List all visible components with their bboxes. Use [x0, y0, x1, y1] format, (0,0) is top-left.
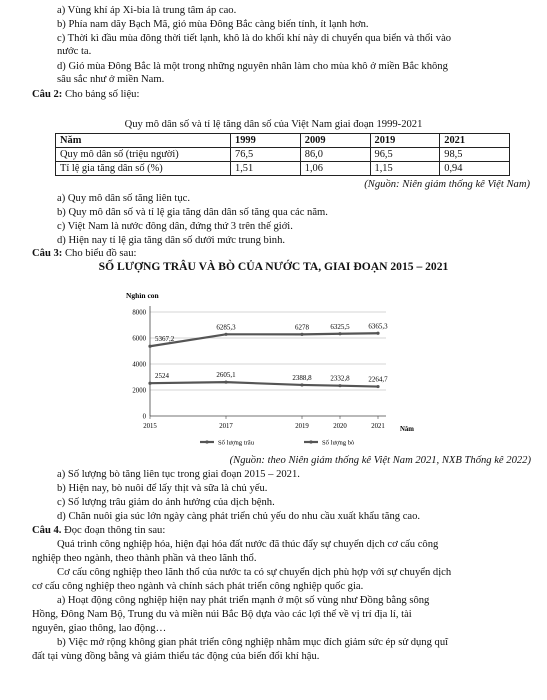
data-label: 6365,3: [368, 322, 388, 331]
q4-option-b-line2: đất tại vùng đồng bằng và giảm thiểu tác động của biến đổi khí hậu.: [32, 651, 320, 662]
q1-option-a: a) Vùng khí áp Xi-bia là trung tâm áp cao.: [57, 5, 237, 16]
q4-option-a-line3: nguyên, giao thông, lao động…: [32, 623, 167, 634]
q3-intro: Cho biểu đồ sau:: [62, 248, 137, 259]
data-point: [224, 381, 227, 384]
table-header-row: [56, 134, 510, 148]
legend-label: Số lượng trâu: [218, 439, 254, 447]
chart-grid: [150, 312, 386, 390]
x-tick-label: 2021: [371, 423, 385, 430]
q2-option-b: b) Quy mô dân số và tỉ lệ gia tăng dân dân số tăng qua các năm.: [57, 207, 328, 218]
table-header-cell: Năm: [56, 134, 231, 148]
data-point: [338, 332, 341, 335]
data-label: 2388,8: [292, 373, 312, 382]
table-cell: 0,94: [440, 162, 510, 176]
data-point: [300, 333, 303, 336]
data-label: 2524: [155, 372, 169, 381]
q4-option-b-line1: b) Việc mở rộng không gian phát triển công nghiệp nhằm mục đích giảm sức ép sử dụng quĩ: [57, 637, 449, 648]
data-point: [224, 333, 227, 336]
q1-option-c-line2: nước ta.: [57, 46, 92, 57]
table-row: [56, 162, 510, 176]
data-label: 6325,5: [330, 322, 350, 331]
q3-chart-source: (Nguồn: theo Niên giám thống kê Việt Nam 2021, NXB Thống kê 2022): [229, 455, 531, 466]
chart-title: SỐ LƯỢNG TRÂU VÀ BÒ CỦA NƯỚC TA, GIAI ĐOẠN 2015 – 2021: [98, 260, 449, 273]
data-point: [338, 384, 341, 387]
data-label: 6278: [295, 323, 309, 332]
data-point: [376, 332, 379, 335]
data-label: 2264,7: [368, 375, 388, 384]
q2-intro: Cho bảng số liệu:: [62, 89, 140, 100]
q3-option-a: a) Số lượng bò tăng liên tục trong giai đoạn 2015 – 2021.: [57, 469, 300, 480]
q4-paragraph2-line2: cơ cấu công nghiệp theo ngành và chính sách phát triển công nghiệp quốc gia.: [32, 581, 364, 592]
chart-series: [148, 322, 388, 388]
q4-paragraph1-line1: Quá trình công nghiệp hóa, hiện đại hóa đất nước đã thúc đẩy sự chuyển dịch cơ cấu công: [57, 539, 439, 550]
y-tick-label: 6000: [132, 335, 146, 343]
y-tick-label: 0: [142, 413, 146, 421]
q4-option-a-line1: a) Hoạt động công nghiệp hiện nay phát triển mạnh ở một số vùng như Đồng bằng sông: [57, 595, 430, 606]
y-tick-label: 8000: [132, 309, 146, 317]
q1-option-b: b) Phía nam dãy Bạch Mã, gió mùa Đông Bắc càng biến tính, ít lạnh hơn.: [57, 19, 369, 30]
q4-paragraph2-line1: Cơ cấu công nghiệp theo lãnh thổ của nước ta có sự chuyển dịch phù hợp với sự chuyển dịch: [57, 567, 452, 578]
data-label: 5367,2: [155, 335, 175, 344]
table-header-cell: 2021: [440, 134, 510, 148]
q4-intro: Đọc đoạn thông tin sau:: [61, 525, 166, 536]
q2-label: Câu 2:: [32, 89, 63, 100]
q4-label: Câu 4.: [32, 525, 62, 536]
x-tick-label: 2017: [219, 423, 233, 430]
q3-option-c: c) Số lượng trâu giảm do ảnh hưởng của dịch bệnh.: [57, 497, 275, 508]
table-cell: 1,15: [370, 162, 440, 176]
q3-heading: [32, 247, 136, 260]
y-tick-label: 4000: [132, 361, 146, 369]
population-table: [55, 133, 510, 176]
q3-option-b: b) Hiện nay, bò nuôi để lấy thịt và sữa là chủ yếu.: [57, 483, 268, 494]
table-cell: 96,5: [370, 148, 440, 162]
data-label: 6285,3: [216, 323, 236, 332]
q1-option-d-line1: d) Gió mùa Đông Bắc là một trong những nguyên nhân làm cho mùa khô ở miền Bắc không: [57, 61, 448, 72]
chart-legend: [200, 440, 355, 447]
legend-marker: [309, 440, 312, 443]
q3-option-d: d) Chăn nuôi gia súc lớn ngày càng phát triển chủ yếu do nhu cầu xuất khẩu tăng cao.: [57, 511, 421, 522]
q1-option-c-line1: c) Thời kì đầu mùa đông thời tiết lạnh, khô là do khối khí này di chuyển qua biển và thổi vào: [57, 33, 452, 44]
q2-option-a: a) Quy mô dân số tăng liên tục.: [57, 193, 190, 204]
q3-label: Câu 3:: [32, 248, 63, 259]
table-header-cell: 2009: [300, 134, 370, 148]
q1-option-d-line2: sâu sắc như ở miền Nam.: [57, 74, 165, 85]
table-cell: 86,0: [300, 148, 370, 162]
x-tick-label: 2020: [333, 423, 347, 430]
x-axis-label: Năm: [400, 426, 414, 433]
y-axis-label: Nghìn con: [126, 291, 159, 300]
q4-option-a-line2: Hồng, Đông Nam Bộ, Trung du và miền núi Bắc Bộ dựa vào các lợi thế về vị trí địa lí, tài: [32, 609, 412, 620]
table-cell: Quy mô dân số (triệu người): [56, 148, 231, 162]
table-cell: 1,06: [300, 162, 370, 176]
table-cell: 76,5: [231, 148, 301, 162]
x-tick-label: 2015: [143, 423, 157, 430]
table-row: [56, 148, 510, 162]
table-cell: 98,5: [440, 148, 510, 162]
data-point: [148, 345, 151, 348]
y-tick-label: 2000: [132, 387, 146, 395]
data-point: [300, 383, 303, 386]
legend-label: Số lượng bò: [322, 439, 355, 447]
data-point: [376, 385, 379, 388]
q2-heading: [32, 88, 139, 101]
series-line: [150, 382, 378, 386]
table-cell: Tỉ lệ gia tăng dân số (%): [56, 162, 231, 176]
q2-option-d: d) Hiện nay tỉ lệ gia tăng dân số dưới mức trung bình.: [57, 235, 286, 246]
series-line: [150, 333, 378, 346]
table-cell: 1,51: [231, 162, 301, 176]
data-point: [148, 382, 151, 385]
livestock-line-chart: [0, 278, 547, 453]
q4-paragraph1-line2: nghiệp theo ngành, theo thành phần và theo lãnh thổ.: [32, 553, 257, 564]
data-label: 2332,8: [330, 374, 350, 383]
table-header-cell: 1999: [231, 134, 301, 148]
table-header-cell: 2019: [370, 134, 440, 148]
legend-marker: [205, 440, 208, 443]
q4-heading: [32, 524, 165, 537]
q2-table-source: (Nguồn: Niên giám thống kê Việt Nam): [364, 179, 530, 190]
data-label: 2605,1: [216, 371, 236, 380]
q2-option-c: c) Việt Nam là nước đông dân, đứng thứ 3 trên thế giới.: [57, 221, 293, 232]
x-tick-label: 2019: [295, 423, 309, 430]
q2-table-title: Quy mô dân số và tỉ lệ tăng dân số của Việt Nam giai đoạn 1999-2021: [124, 119, 423, 130]
